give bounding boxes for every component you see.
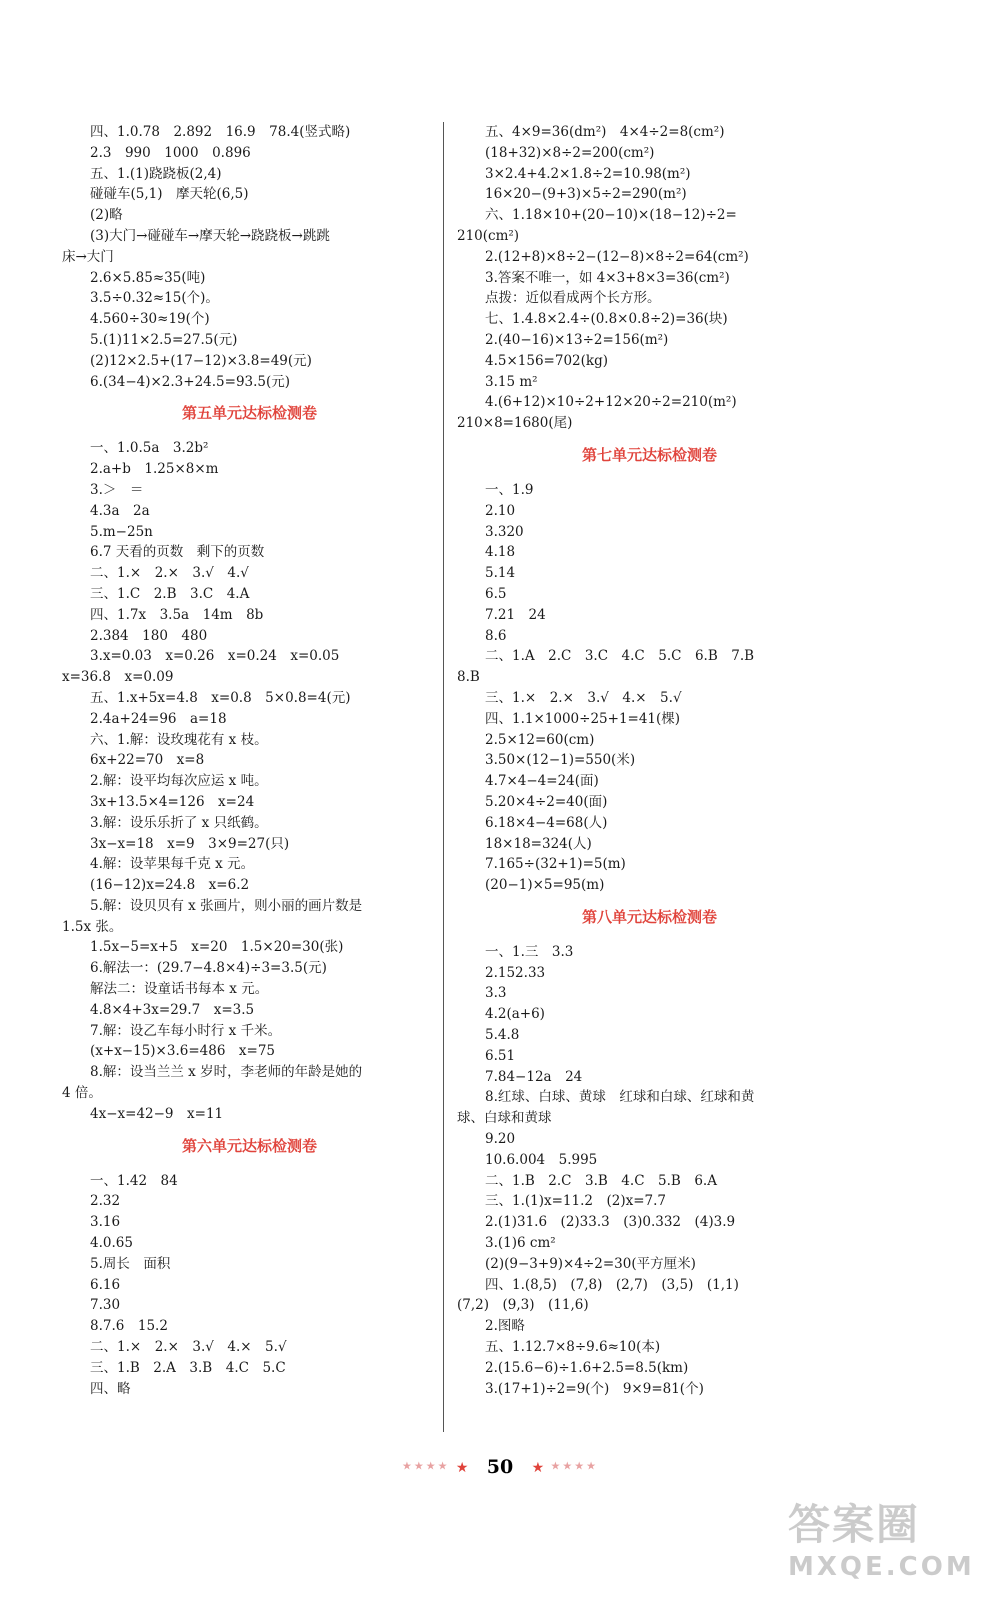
answer-line: (3)大门→碰碰车→摩天轮→跷跷板→跳跳	[90, 227, 330, 244]
answer-line: 二、1.× 2.× 3.√ 4.√	[90, 565, 249, 582]
answer-line: 5.4.8	[485, 1027, 520, 1044]
answer-line: 2.(12+8)×8÷2−(12−8)×8÷2=64(cm²)	[485, 248, 749, 265]
answer-line: 3.(17+1)÷2=9(个) 9×9=81(个)	[485, 1380, 704, 1397]
answer-line: 二、1.B 2.C 3.B 4.C 5.B 6.A	[485, 1172, 717, 1189]
answer-line: 3.x=0.03 x=0.26 x=0.24 x=0.05	[90, 648, 340, 665]
watermark-bottom: MXQE.COM	[788, 1552, 975, 1582]
answer-line: 一、1.42 84	[90, 1172, 178, 1189]
answer-line: 3.15 m²	[485, 373, 538, 390]
watermark-logo	[788, 1492, 978, 1582]
answer-line: 2.6×5.85≈35(吨)	[90, 269, 206, 286]
section-heading: 第五单元达标检测卷	[181, 404, 317, 423]
answer-line: 8.红球、白球、黄球 红球和白球、红球和黄	[485, 1089, 755, 1106]
watermark-top: 答案圈	[788, 1500, 921, 1549]
answer-line: 6.7 天看的页数 剩下的页数	[90, 544, 265, 561]
answer-line: 3.320	[485, 523, 524, 540]
answer-line: 5.20×4÷2=40(面)	[485, 793, 608, 810]
answer-line: 球、白球和黄球	[457, 1110, 552, 1127]
answer-line: 四、1.(8,5) (7,8) (2,7) (3,5) (1,1)	[485, 1276, 739, 1293]
answer-line: 3.5÷0.32≈15(个)。	[90, 290, 219, 307]
answer-line: 3.(1)6 cm²	[485, 1235, 556, 1252]
answer-line: 18×18=324(人)	[485, 835, 592, 852]
answer-line: 2.3 990 1000 0.896	[90, 144, 251, 161]
answer-line: 2.(15.6−6)÷1.6+2.5=8.5(km)	[485, 1359, 689, 1376]
footer-star-icon-right: ★	[531, 1460, 545, 1476]
answer-line: 6.(34−4)×2.3+24.5=93.5(元)	[90, 373, 291, 390]
answer-line: (7,2) (9,3) (11,6)	[457, 1297, 589, 1314]
answer-line: 5.(1)11×2.5=27.5(元)	[90, 331, 238, 348]
answer-line: (2)略	[90, 207, 123, 224]
answer-line: 8.解：设当兰兰 x 岁时，李老师的年龄是她的	[90, 1064, 363, 1081]
answer-line: 7.165÷(32+1)=5(m)	[485, 856, 626, 873]
answer-line: 四、1.0.78 2.892 16.9 78.4(竖式略)	[90, 124, 351, 140]
answer-line: 2.384 180 480	[90, 627, 208, 644]
answer-line: 4x−x=42−9 x=11	[90, 1105, 224, 1122]
answer-line: 一、1.9	[485, 481, 534, 498]
answer-line: 7.84−12a 24	[485, 1068, 583, 1085]
answer-line: 二、1.A 2.C 3.C 4.C 5.C 6.B 7.B	[485, 648, 755, 665]
answer-line: 4.0.65	[90, 1235, 133, 1252]
answer-line: 6.解法一：(29.7−4.8×4)÷3=3.5(元)	[90, 960, 327, 977]
answer-line: 4.8×4+3x=29.7 x=3.5	[90, 1001, 255, 1018]
answer-line: 2.10	[485, 502, 516, 519]
answer-line: 4 倍。	[62, 1085, 102, 1102]
answer-line: 六、1.18×10+(20−10)×(18−12)÷2=	[485, 207, 737, 224]
answer-line: 二、1.× 2.× 3.√ 4.× 5.√	[90, 1339, 287, 1356]
answer-line: 三、1.(1)x=11.2 (2)x=7.7	[485, 1193, 667, 1210]
answer-line: 三、1.B 2.A 3.B 4.C 5.C	[90, 1359, 286, 1376]
answer-line: 3.3	[485, 985, 507, 1002]
answer-line: 四、1.1×1000÷25+1=41(棵)	[485, 710, 681, 727]
answer-line: 3.50×(12−1)=550(米)	[485, 752, 636, 769]
answer-line: 2.(1)31.6 (2)33.3 (3)0.332 (4)3.9	[485, 1214, 736, 1231]
answer-line: 3.解：设乐乐折了 x 只纸鹤。	[90, 814, 268, 831]
answer-line: 四、1.7x 3.5a 14m 8b	[90, 606, 264, 623]
answer-line: 五、1.12.7×8÷9.6≈10(本)	[485, 1339, 661, 1356]
answer-line: 七、1.4.8×2.4÷(0.8×0.8÷2)=36(块)	[485, 311, 728, 328]
answer-line: 210(cm²)	[457, 227, 520, 244]
answer-line: 4.(6+12)×10÷2+12×20÷2=210(m²)	[485, 394, 737, 411]
answer-line: 3x−x=18 x=9 3×9=27(只)	[90, 835, 290, 852]
column-divider	[443, 122, 444, 1432]
answer-line: (2)12×2.5+(17−12)×3.8=49(元)	[90, 352, 312, 369]
answer-line: 3x+13.5×4=126 x=24	[90, 793, 255, 810]
answer-line: 9.20	[485, 1131, 516, 1148]
answer-line: 8.B	[457, 669, 480, 686]
answer-line: (18+32)×8÷2=200(cm²)	[485, 144, 655, 161]
answer-line: 210×8=1680(尾)	[457, 415, 573, 432]
answer-line: 三、1.C 2.B 3.C 4.A	[90, 585, 250, 602]
answer-line: 7.21 24	[485, 606, 546, 623]
answer-line: 6.16	[90, 1276, 121, 1293]
answer-line: 2.32	[90, 1193, 121, 1210]
answer-line: (x+x−15)×3.6=486 x=75	[90, 1043, 276, 1060]
answer-line: 碰碰车(5,1) 摩天轮(6,5)	[90, 186, 249, 203]
answer-line: 五、1.x+5x=4.8 x=0.8 5×0.8=4(元)	[90, 689, 351, 706]
answer-line: 2.a+b 1.25×8×m	[90, 461, 219, 478]
answer-line: 六、1.解：设玫瑰花有 x 枝。	[90, 731, 268, 748]
answer-line: 五、1.(1)跷跷板(2,4)	[90, 165, 222, 182]
answer-line: 3.16	[90, 1214, 121, 1231]
answer-line: 点拨：近似看成两个长方形。	[485, 290, 661, 307]
section-heading: 第七单元达标检测卷	[581, 445, 717, 464]
answer-line: 五、4×9=36(dm²) 4×4÷2=8(cm²)	[485, 124, 725, 140]
answer-line: 6.5	[485, 585, 507, 602]
page-number: 50	[486, 1455, 514, 1478]
answer-line: 6.51	[485, 1047, 516, 1064]
answer-line: 3×2.4+4.2×1.8÷2=10.98(m²)	[485, 165, 691, 182]
answer-line: 6x+22=70 x=8	[90, 752, 205, 769]
answer-line: 4.2(a+6)	[485, 1006, 545, 1023]
answer-line: 一、1.三 3.3	[485, 943, 574, 960]
footer-star-icon-left: ★	[455, 1460, 469, 1476]
answer-line: 4.解：设苹果每千克 x 元。	[90, 856, 255, 873]
answer-line: 7.30	[90, 1297, 121, 1314]
answer-line: 8.6	[485, 627, 507, 644]
answer-line: (16−12)x=24.8 x=6.2	[90, 877, 250, 894]
answer-line: 4.5×156=702(kg)	[485, 352, 608, 369]
answer-line: 2.解：设平均每次应运 x 吨。	[90, 773, 268, 790]
footer-stars-right: ★★★★	[550, 1459, 598, 1473]
answer-line: (20−1)×5=95(m)	[485, 877, 605, 894]
section-heading: 第八单元达标检测卷	[581, 907, 717, 926]
answer-line: 5.解：设贝贝有 x 张画片，则小丽的画片数是	[90, 897, 363, 914]
answer-line: 4.560÷30≈19(个)	[90, 311, 210, 328]
answer-line: x=36.8 x=0.09	[62, 669, 174, 686]
left-column	[62, 122, 437, 1399]
answer-line: 8.7.6 15.2	[90, 1318, 168, 1335]
page-footer	[0, 1450, 1000, 1480]
answer-line: 7.解：设乙车每小时行 x 千米。	[90, 1022, 282, 1039]
answer-line: 4.18	[485, 544, 516, 561]
answer-line: 4.7×4−4=24(面)	[485, 773, 599, 790]
answer-line: 2.图略	[485, 1318, 525, 1335]
answer-line: 一、1.0.5a 3.2b²	[90, 440, 209, 457]
answer-line: 6.18×4−4=68(人)	[485, 814, 608, 831]
answer-line: 3.答案不唯一，如 4×3+8×3=36(cm²)	[485, 269, 730, 286]
answer-line: 3.＞ ＝	[90, 481, 144, 498]
answer-line: (2)(9−3+9)×4÷2=30(平方厘米)	[485, 1255, 696, 1272]
answer-line: 四、略	[90, 1380, 131, 1397]
answer-line: 2.5×12=60(cm)	[485, 731, 595, 748]
footer-stars-left: ★★★★	[402, 1459, 450, 1473]
section-heading: 第六单元达标检测卷	[181, 1136, 317, 1155]
right-column	[457, 122, 842, 1399]
answer-line: 解法二：设童话书每本 x 元。	[90, 981, 269, 998]
answer-line: 2.(40−16)×13÷2=156(m²)	[485, 331, 669, 348]
answer-line: 床→大门	[62, 248, 114, 265]
answer-line: 5.m−25n	[90, 523, 153, 540]
answer-line: 10.6.004 5.995	[485, 1151, 598, 1168]
answer-line: 16×20−(9+3)×5÷2=290(m²)	[485, 186, 687, 203]
answer-line: 1.5x 张。	[62, 918, 123, 935]
answer-line: 4.3a 2a	[90, 502, 150, 519]
answer-line: 2.4a+24=96 a=18	[90, 710, 227, 727]
answer-line: 2.152.33	[485, 964, 546, 981]
answer-line: 5.14	[485, 565, 516, 582]
answer-line: 1.5x−5=x+5 x=20 1.5×20=30(张)	[90, 939, 344, 956]
answer-line: 5.周长 面积	[90, 1255, 171, 1272]
answer-line: 三、1.× 2.× 3.√ 4.× 5.√	[485, 689, 682, 706]
